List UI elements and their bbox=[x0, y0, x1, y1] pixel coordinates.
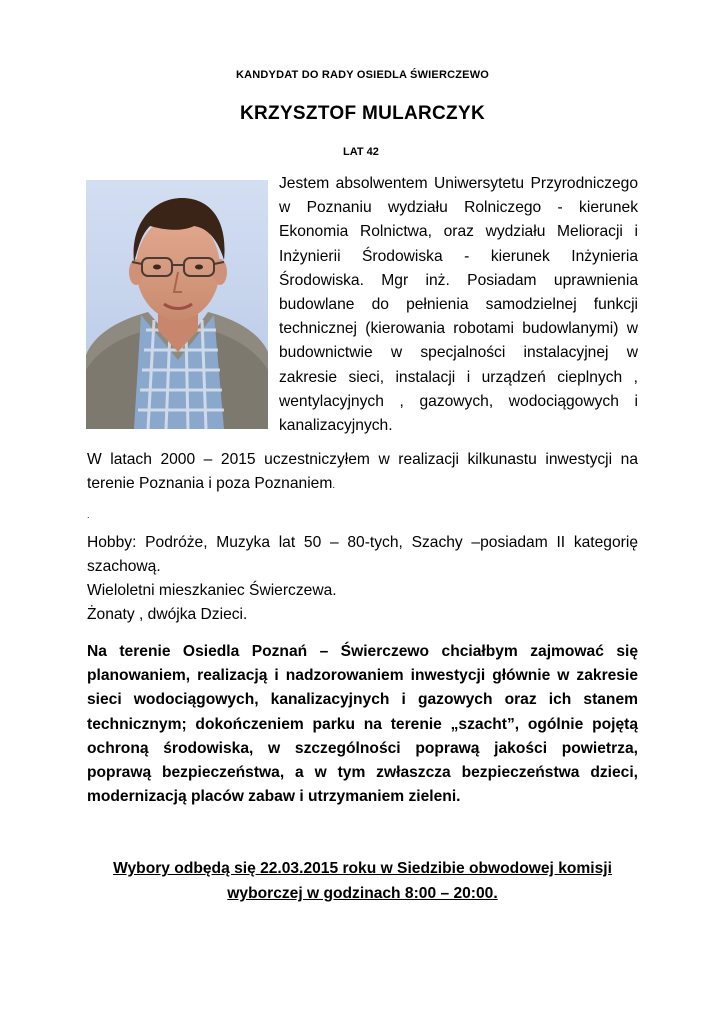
education-paragraph: Jestem absolwentem Uniwersytetu Przyrodniczego w Poznaniu wydziału Rolniczego - kierunek Ekonomia Rolnictwa, oraz wydziału Melioracji i Inżynierii Środowiska - kierunek Inżynieria Środowiska. Mgr inż. Posiadam uprawnienia budowlane do pełnienia samodzielnej funkcji technicznej (kierowania robotami budowlanymi) w budownictwie w specjalności instalacyjnej w zakresie sieci, instalacji i urządzeń cieplnych , wentylacyjnych , gazowych, wodociągowych i kanalizacyjnych. bbox=[279, 175, 638, 435]
experience-text: W latach 2000 – 2015 uczestniczyłem w realizacji kilkunastu inwestycji na terenie Poznania i poza Poznaniem bbox=[87, 451, 638, 493]
stray-dot: . bbox=[87, 510, 90, 520]
family-line: Żonaty , dwójka Dzieci. bbox=[87, 606, 248, 623]
election-footer-line-1: Wybory odbędą się 22.03.2015 roku w Siedzibie obwodowej komisji bbox=[113, 860, 612, 877]
election-footer-line-2: wyborczej w godzinach 8:00 – 20:00. bbox=[227, 885, 498, 902]
candidate-kicker: KANDYDAT DO RADY OSIEDLA ŚWIERCZEWO bbox=[235, 69, 490, 81]
experience-period: . bbox=[332, 480, 336, 492]
candidate-photo bbox=[86, 180, 268, 429]
candidate-age: LAT 42 bbox=[343, 146, 379, 158]
program-paragraph: Na terenie Osiedla Poznań – Świerczewo chciałbym zajmować się planowaniem, realizacją i nadzorowaniem inwestycji głównie w zakresie sieci wodociągowych, kanalizacyjnych i gazowych oraz ich stanem technicznym; dokończeniem parku na terenie „szacht”, ogólnie pojętą ochroną środowiska, w szczególności poprawą jakości powietrza, poprawą bezpieczeństwa, a w tym zwłaszcza bezpieczeństwa dzieci, modernizacją placów zabaw i utrzymaniem zieleni. bbox=[87, 643, 638, 806]
experience-paragraph bbox=[87, 448, 638, 498]
election-footer bbox=[87, 856, 638, 906]
resident-line: Wieloletni mieszkaniec Świerczewa. bbox=[87, 582, 337, 599]
candidate-name: KRZYSZTOF MULARCZYK bbox=[240, 103, 485, 124]
hobby-paragraph: Hobby: Podróże, Muzyka lat 50 – 80-tych, Szachy –posiadam II kategorię szachową. bbox=[87, 534, 638, 576]
